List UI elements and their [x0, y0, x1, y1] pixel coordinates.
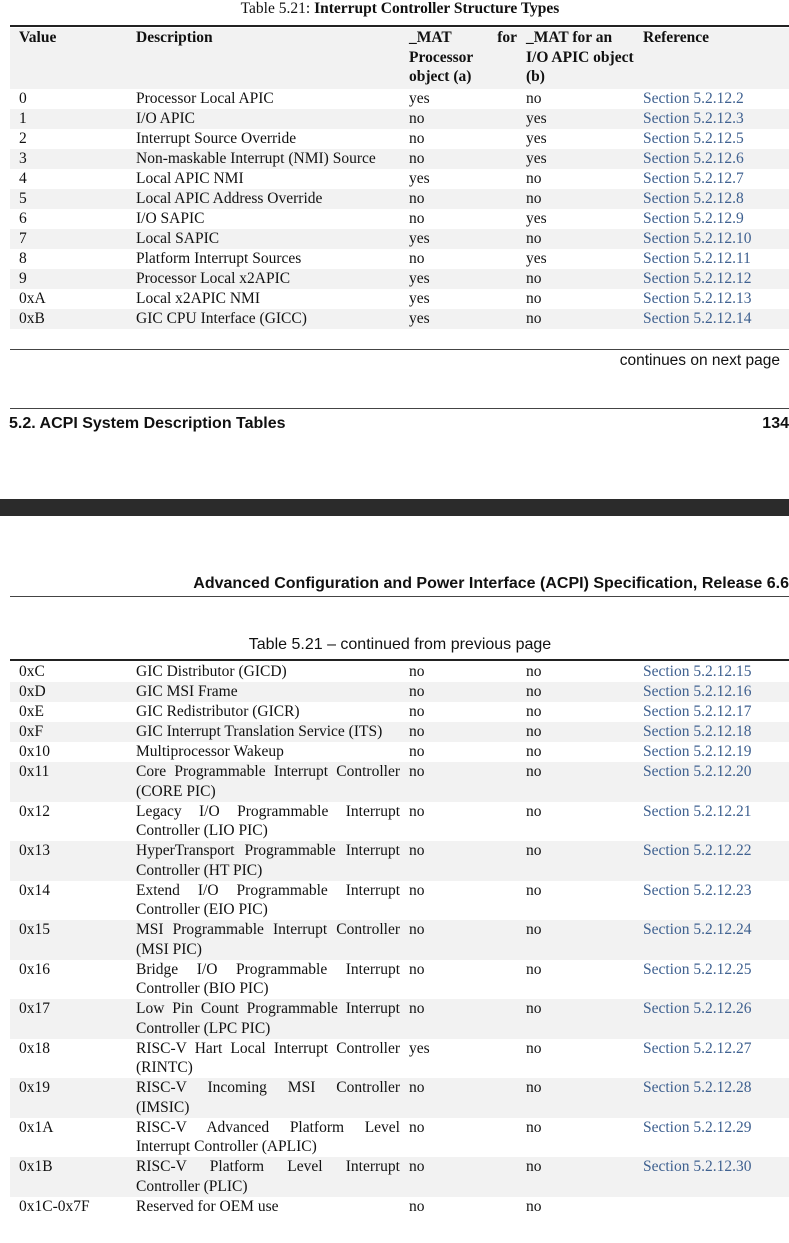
cell-mat-processor: yes — [400, 289, 517, 309]
cell-value: 0x16 — [10, 960, 127, 1000]
cell-description: Non-maskable Interrupt (NMI) Source — [127, 149, 400, 169]
cell-value: 1 — [10, 109, 127, 129]
cell-description: GIC Redistributor (GICR) — [127, 702, 400, 722]
cell-mat-ioapic: no — [517, 1039, 634, 1079]
cell-mat-ioapic: yes — [517, 209, 634, 229]
table-row — [10, 682, 789, 702]
table-row — [10, 189, 789, 209]
section-link[interactable]: Section 5.2.12.16 — [643, 683, 752, 700]
cell-description: Local x2APIC NMI — [127, 289, 400, 309]
cell-mat-processor: yes — [400, 229, 517, 249]
cell-mat-processor: no — [400, 209, 517, 229]
table-caption: Table 5.21: Interrupt Controller Structure Types — [240, 0, 560, 17]
page-separator — [0, 499, 789, 516]
cell-value: 9 — [10, 269, 127, 289]
cell-mat-ioapic: yes — [517, 249, 634, 269]
cell-mat-processor: no — [400, 189, 517, 209]
cell-description: I/O SAPIC — [127, 209, 400, 229]
cell-mat-ioapic: no — [517, 1078, 634, 1118]
section-link[interactable]: Section 5.2.12.11 — [643, 249, 751, 267]
cell-mat-processor: no — [400, 960, 517, 1000]
cell-mat-processor: no — [400, 1157, 517, 1197]
column-header-mat-processor: _MAT for Processor object (a) — [400, 28, 517, 89]
cell-value: 6 — [10, 209, 127, 229]
table-row — [10, 89, 789, 109]
cell-mat-processor: no — [400, 1118, 517, 1158]
cell-mat-processor: no — [400, 802, 517, 842]
table-row — [10, 742, 789, 762]
section-link[interactable]: Section 5.2.12.7 — [643, 169, 744, 187]
cell-mat-processor: no — [400, 999, 517, 1039]
cell-value: 0x18 — [10, 1039, 127, 1079]
section-link[interactable]: Section 5.2.12.29 — [643, 1118, 752, 1136]
cell-reference — [634, 209, 789, 229]
cell-description: Processor Local x2APIC — [127, 269, 400, 289]
cell-reference — [634, 841, 789, 881]
cell-reference — [634, 269, 789, 289]
cell-mat-processor: no — [400, 702, 517, 722]
cell-reference — [634, 89, 789, 109]
section-link[interactable]: Section 5.2.12.23 — [643, 881, 752, 899]
cell-reference — [634, 289, 789, 309]
column-header-reference: Reference — [634, 28, 789, 89]
cell-description: HyperTransport Programmable Interrupt Controller (HT PIC) — [127, 841, 400, 881]
table-row — [10, 229, 789, 249]
cell-reference — [634, 149, 789, 169]
footer-section-title: 5.2. ACPI System Description Tables — [9, 415, 286, 432]
section-link[interactable]: Section 5.2.12.10 — [643, 229, 752, 247]
table-row — [10, 249, 789, 269]
cell-reference — [634, 1039, 789, 1079]
section-link[interactable]: Section 5.2.12.28 — [643, 1079, 752, 1096]
cell-value: 0x12 — [10, 802, 127, 842]
cell-reference — [634, 1157, 789, 1197]
table-row — [10, 1039, 789, 1079]
cell-mat-ioapic: no — [517, 169, 634, 189]
cell-mat-ioapic: no — [517, 229, 634, 249]
cell-value: 0x14 — [10, 881, 127, 921]
section-link[interactable]: Section 5.2.12.6 — [643, 149, 744, 167]
section-link[interactable]: Section 5.2.12.22 — [643, 842, 752, 859]
cell-reference — [634, 129, 789, 149]
cell-mat-processor: no — [400, 841, 517, 881]
column-header-mat-ioapic: _MAT for an I/O APIC object (b) — [517, 28, 634, 89]
cell-reference — [634, 1078, 789, 1118]
cell-mat-ioapic: yes — [517, 109, 634, 129]
table-bottom-rule — [10, 349, 789, 350]
cell-mat-ioapic: no — [517, 881, 634, 921]
cell-value: 0xA — [10, 289, 127, 309]
cell-mat-processor: no — [400, 881, 517, 921]
section-link[interactable]: Section 5.2.12.19 — [643, 743, 752, 760]
cell-reference — [634, 802, 789, 842]
header-rule — [10, 596, 789, 597]
cell-mat-processor: yes — [400, 309, 517, 329]
cell-mat-processor: no — [400, 920, 517, 960]
section-link[interactable]: Section 5.2.12.5 — [643, 129, 744, 147]
cell-mat-ioapic: no — [517, 1197, 634, 1217]
section-link[interactable]: Section 5.2.12.25 — [643, 960, 752, 978]
cell-reference — [634, 249, 789, 269]
table-top-rule — [10, 25, 789, 27]
cell-value: 0xE — [10, 702, 127, 722]
table-row — [10, 960, 789, 1000]
cell-mat-processor: no — [400, 109, 517, 129]
cell-description: Legacy I/O Programmable Interrupt Controller (LIO PIC) — [127, 802, 400, 842]
cell-reference — [634, 1118, 789, 1158]
cell-value: 0xF — [10, 722, 127, 742]
cell-value: 2 — [10, 129, 127, 149]
table-row — [10, 841, 789, 881]
cell-value: 0x15 — [10, 920, 127, 960]
table-row — [10, 149, 789, 169]
table-body — [10, 89, 789, 329]
cell-reference — [634, 702, 789, 722]
cell-reference — [634, 169, 789, 189]
section-link[interactable]: Section 5.2.12.20 — [643, 763, 752, 780]
cell-mat-processor: yes — [400, 1039, 517, 1079]
cell-reference — [634, 1197, 789, 1217]
cell-description: Local APIC NMI — [127, 169, 400, 189]
cell-reference — [634, 920, 789, 960]
cell-description: Interrupt Source Override — [127, 129, 400, 149]
cell-value: 5 — [10, 189, 127, 209]
cell-value: 8 — [10, 249, 127, 269]
table-row — [10, 109, 789, 129]
interrupt-controller-table-continued — [10, 662, 789, 1217]
cell-mat-ioapic: no — [517, 269, 634, 289]
cell-mat-ioapic: no — [517, 722, 634, 742]
cell-mat-processor: yes — [400, 89, 517, 109]
table-body-continued — [10, 662, 789, 1217]
section-link[interactable]: Section 5.2.12.27 — [643, 1039, 752, 1057]
section-link[interactable]: Section 5.2.12.12 — [643, 269, 752, 287]
cell-mat-ioapic: no — [517, 960, 634, 1000]
cell-description: Multiprocessor Wakeup — [127, 742, 400, 762]
cell-mat-ioapic: yes — [517, 149, 634, 169]
cell-mat-processor: no — [400, 149, 517, 169]
table-header-row — [10, 28, 789, 89]
cell-reference — [634, 229, 789, 249]
section-link[interactable]: Section 5.2.12.26 — [643, 1000, 752, 1017]
cell-description: GIC Interrupt Translation Service (ITS) — [127, 722, 400, 742]
cell-mat-processor: no — [400, 762, 517, 802]
cell-mat-ioapic: no — [517, 702, 634, 722]
footer-page-number: 134 — [762, 415, 789, 432]
cell-mat-processor: no — [400, 129, 517, 149]
table-row — [10, 802, 789, 842]
cell-value: 0x1C-0x7F — [10, 1197, 127, 1217]
table-row — [10, 1078, 789, 1118]
continues-note: continues on next page — [619, 352, 780, 369]
table-row — [10, 920, 789, 960]
cell-description: Local APIC Address Override — [127, 189, 400, 209]
cell-mat-ioapic: no — [517, 89, 634, 109]
cell-description: GIC Distributor (GICD) — [127, 662, 400, 682]
cell-mat-ioapic: no — [517, 999, 634, 1039]
continued-table-top-rule — [10, 659, 789, 661]
table-row — [10, 129, 789, 149]
table-row — [10, 1197, 789, 1217]
table-row — [10, 762, 789, 802]
cell-value: 0xB — [10, 309, 127, 329]
section-link[interactable]: Section 5.2.12.13 — [643, 289, 752, 307]
cell-mat-ioapic: no — [517, 742, 634, 762]
cell-mat-processor: no — [400, 722, 517, 742]
section-link[interactable]: Section 5.2.12.8 — [643, 189, 744, 207]
cell-reference — [634, 881, 789, 921]
cell-mat-processor: no — [400, 1197, 517, 1217]
section-link[interactable]: Section 5.2.12.24 — [643, 921, 752, 938]
cell-mat-ioapic: no — [517, 1118, 634, 1158]
table-row — [10, 881, 789, 921]
cell-mat-processor: yes — [400, 169, 517, 189]
cell-mat-ioapic: no — [517, 289, 634, 309]
cell-value: 3 — [10, 149, 127, 169]
cell-mat-processor: no — [400, 742, 517, 762]
cell-value: 7 — [10, 229, 127, 249]
cell-value: 0x13 — [10, 841, 127, 881]
cell-reference — [634, 999, 789, 1039]
section-link[interactable]: Section 5.2.12.18 — [643, 723, 752, 740]
table-row — [10, 209, 789, 229]
cell-value: 4 — [10, 169, 127, 189]
table-caption-title: Interrupt Controller Structure Types — [314, 0, 560, 17]
cell-reference — [634, 682, 789, 702]
cell-description: Bridge I/O Programmable Interrupt Controller (BIO PIC) — [127, 960, 400, 1000]
section-link[interactable]: Section 5.2.12.30 — [643, 1158, 752, 1175]
cell-mat-ioapic: no — [517, 309, 634, 329]
cell-mat-ioapic: no — [517, 762, 634, 802]
cell-mat-ioapic: no — [517, 802, 634, 842]
section-link[interactable]: Section 5.2.12.14 — [643, 309, 752, 327]
cell-mat-ioapic: no — [517, 1157, 634, 1197]
section-link[interactable]: Section 5.2.12.3 — [643, 109, 744, 127]
cell-description: Processor Local APIC — [127, 89, 400, 109]
cell-description: Low Pin Count Programmable Interrupt Controller (LPC PIC) — [127, 999, 400, 1039]
cell-value: 0x19 — [10, 1078, 127, 1118]
cell-description: GIC MSI Frame — [127, 682, 400, 702]
running-header-title: Advanced Configuration and Power Interface (ACPI) Specification, Release 6.6 — [193, 575, 789, 592]
cell-description: RISC-V Incoming MSI Controller (IMSIC) — [127, 1078, 400, 1118]
cell-description: Reserved for OEM use — [127, 1197, 400, 1217]
cell-reference — [634, 109, 789, 129]
cell-mat-ioapic: no — [517, 189, 634, 209]
cell-reference — [634, 960, 789, 1000]
cell-reference — [634, 742, 789, 762]
column-header-description: Description — [127, 28, 400, 89]
continued-table-caption: Table 5.21 – continued from previous page — [248, 636, 552, 653]
section-link[interactable]: Section 5.2.12.9 — [643, 209, 744, 227]
cell-mat-ioapic: no — [517, 841, 634, 881]
table-row — [10, 1157, 789, 1197]
cell-reference — [634, 189, 789, 209]
cell-mat-ioapic: no — [517, 920, 634, 960]
cell-description: Extend I/O Programmable Interrupt Controller (EIO PIC) — [127, 881, 400, 921]
section-link[interactable]: Section 5.2.12.21 — [643, 802, 752, 820]
cell-reference — [634, 309, 789, 329]
cell-description: RISC-V Advanced Platform Level Interrupt Controller (APLIC) — [127, 1118, 400, 1158]
cell-value: 0xC — [10, 662, 127, 682]
section-link[interactable]: Section 5.2.12.15 — [643, 663, 752, 680]
interrupt-controller-table — [10, 28, 789, 329]
section-link[interactable]: Section 5.2.12.2 — [643, 89, 744, 107]
cell-mat-ioapic: yes — [517, 129, 634, 149]
cell-value: 0x11 — [10, 762, 127, 802]
cell-value: 0x1B — [10, 1157, 127, 1197]
cell-value: 0xD — [10, 682, 127, 702]
table-row — [10, 169, 789, 189]
cell-value: 0x17 — [10, 999, 127, 1039]
table-row — [10, 702, 789, 722]
cell-mat-processor: no — [400, 1078, 517, 1118]
cell-mat-ioapic: no — [517, 662, 634, 682]
cell-mat-ioapic: no — [517, 682, 634, 702]
column-header-value: Value — [10, 28, 127, 89]
cell-description: RISC-V Hart Local Interrupt Controller (RINTC) — [127, 1039, 400, 1079]
cell-description: Platform Interrupt Sources — [127, 249, 400, 269]
cell-reference — [634, 662, 789, 682]
table-row — [10, 662, 789, 682]
footer-rule — [10, 408, 789, 409]
table-row — [10, 999, 789, 1039]
cell-value: 0x10 — [10, 742, 127, 762]
cell-reference — [634, 762, 789, 802]
section-link[interactable]: Section 5.2.12.17 — [643, 703, 752, 720]
cell-mat-processor: no — [400, 662, 517, 682]
cell-reference — [634, 722, 789, 742]
cell-value: 0 — [10, 89, 127, 109]
cell-value: 0x1A — [10, 1118, 127, 1158]
table-row — [10, 309, 789, 329]
table-row — [10, 289, 789, 309]
cell-mat-processor: no — [400, 249, 517, 269]
table-row — [10, 722, 789, 742]
cell-description: GIC CPU Interface (GICC) — [127, 309, 400, 329]
cell-description: Core Programmable Interrupt Controller (CORE PIC) — [127, 762, 400, 802]
cell-mat-processor: no — [400, 682, 517, 702]
cell-mat-processor: yes — [400, 269, 517, 289]
cell-description: RISC-V Platform Level Interrupt Controller (PLIC) — [127, 1157, 400, 1197]
table-row — [10, 269, 789, 289]
cell-description: Local SAPIC — [127, 229, 400, 249]
cell-description: MSI Programmable Interrupt Controller (MSI PIC) — [127, 920, 400, 960]
table-row — [10, 1118, 789, 1158]
cell-description: I/O APIC — [127, 109, 400, 129]
